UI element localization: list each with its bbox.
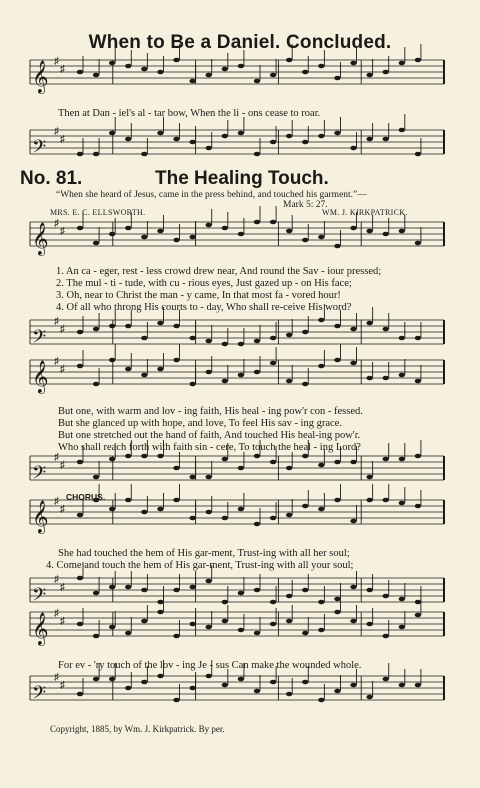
verse-line: But one stretched out the hand of faith, And touched His heal-ing pow'r. <box>58 430 361 441</box>
note-head <box>254 339 260 344</box>
note-head <box>254 522 260 527</box>
note-head <box>109 507 115 512</box>
note-head <box>286 692 292 697</box>
note-head <box>173 238 179 243</box>
sharp-icon: ♯ <box>60 616 65 627</box>
note-head <box>399 128 405 133</box>
note-head <box>238 342 244 347</box>
note-head <box>141 336 147 341</box>
note-head <box>399 336 405 341</box>
sharp-icon: ♯ <box>54 608 59 619</box>
note-head <box>77 460 83 465</box>
note-head <box>238 64 244 69</box>
note-head <box>157 70 163 75</box>
note-head <box>415 336 421 341</box>
sharp-icon: ♯ <box>54 316 59 327</box>
note-head <box>254 220 260 225</box>
note-head <box>125 631 131 636</box>
note-head <box>77 70 83 75</box>
sharp-icon: ♯ <box>54 672 59 683</box>
note-head <box>77 692 83 697</box>
note-head <box>206 146 212 151</box>
note-head <box>189 140 195 145</box>
note-head <box>222 683 228 688</box>
note-head <box>366 376 372 381</box>
bass-clef-icon: 𝄢 <box>32 327 47 352</box>
chorus-label: CHORUS. <box>66 492 106 502</box>
note-head <box>189 79 195 84</box>
verse-line: But one, with warm and lov - ing faith, His heal - ing pow'r con - fessed. <box>58 406 363 417</box>
note-head <box>302 70 308 75</box>
note-head <box>157 610 163 615</box>
note-head <box>206 510 212 515</box>
note-head <box>302 382 308 387</box>
note-head <box>222 457 228 462</box>
note-head <box>254 588 260 593</box>
note-head <box>141 67 147 72</box>
note-head <box>206 73 212 78</box>
epigraph: “When she heard of Jesus, came in the press behind, and touched his garment.”— <box>56 190 367 200</box>
note-head <box>350 327 356 332</box>
verse-line: 1. An ca - eger, rest - less crowd drew near, And round the Sav - iour pressed; <box>56 266 382 277</box>
note-head <box>286 134 292 139</box>
note-head <box>350 61 356 66</box>
note-head <box>383 677 389 682</box>
chorus-line: 4. Come and touch the hem of His gar-ment, Trust-ing with all your soul; <box>46 560 354 571</box>
note-head <box>109 131 115 136</box>
note-head <box>366 588 372 593</box>
note-head <box>383 327 389 332</box>
note-head <box>383 376 389 381</box>
note-head <box>350 460 356 465</box>
note-head <box>157 674 163 679</box>
note-head <box>93 634 99 639</box>
note-head <box>415 613 421 618</box>
note-head <box>238 232 244 237</box>
note-head <box>206 370 212 375</box>
note-head <box>350 146 356 151</box>
copyright-notice: Copyright, 1885, by Wm. J. Kirkpatrick. By per. <box>50 724 225 734</box>
bass-clef-icon: 𝄢 <box>32 683 47 708</box>
note-head <box>93 677 99 682</box>
note-head <box>415 241 421 246</box>
note-head <box>189 516 195 521</box>
note-head <box>302 631 308 636</box>
sharp-icon: ♯ <box>60 504 65 515</box>
note-head <box>125 137 131 142</box>
note-head <box>270 140 276 145</box>
note-head <box>93 152 99 157</box>
note-head <box>141 454 147 459</box>
note-head <box>109 358 115 363</box>
note-head <box>366 321 372 326</box>
note-head <box>270 516 276 521</box>
note-head <box>350 519 356 524</box>
note-head <box>286 513 292 518</box>
note-head <box>286 333 292 338</box>
note-head <box>189 336 195 341</box>
note-head <box>302 680 308 685</box>
note-head <box>270 600 276 605</box>
note-head <box>399 625 405 630</box>
note-head <box>302 454 308 459</box>
note-head <box>238 628 244 633</box>
note-head <box>302 140 308 145</box>
note-head <box>254 370 260 375</box>
note-head <box>415 454 421 459</box>
note-head <box>318 318 324 323</box>
note-head <box>189 382 195 387</box>
note-head <box>77 513 83 518</box>
note-head <box>383 70 389 75</box>
chorus-line: She had touched the hem of His gar-ment, Trust-ing with all her soul; <box>58 548 350 559</box>
note-head <box>318 364 324 369</box>
note-head <box>286 619 292 624</box>
note-head <box>334 498 340 503</box>
note-head <box>334 131 340 136</box>
note-head <box>157 507 163 512</box>
note-head <box>318 698 324 703</box>
song-title: The Healing Touch. <box>155 168 329 189</box>
verse-line: 2. The mul - ti - tude, with cu - rious eyes, Just gazed up - on His face; <box>56 278 352 289</box>
note-head <box>318 235 324 240</box>
note-head <box>77 622 83 627</box>
note-head <box>254 454 260 459</box>
sharp-icon: ♯ <box>54 496 59 507</box>
sharp-icon: ♯ <box>60 324 65 335</box>
note-head <box>206 579 212 584</box>
note-head <box>77 576 83 581</box>
composer-credit: WM. J. KIRKPATRICK. <box>322 208 408 217</box>
note-head <box>77 226 83 231</box>
note-head <box>254 631 260 636</box>
sharp-icon: ♯ <box>60 134 65 145</box>
note-head <box>366 73 372 78</box>
note-head <box>286 466 292 471</box>
note-head <box>350 226 356 231</box>
note-head <box>157 454 163 459</box>
note-head <box>173 698 179 703</box>
note-head <box>383 232 389 237</box>
note-head <box>125 64 131 69</box>
note-head <box>173 58 179 63</box>
note-head <box>189 585 195 590</box>
note-head <box>173 358 179 363</box>
note-head <box>334 597 340 602</box>
note-head <box>157 600 163 605</box>
note-head <box>334 460 340 465</box>
note-head <box>383 498 389 503</box>
verse-line: 3. Oh, near to Christ the man - y came, In that most fa - vored hour! <box>56 290 341 301</box>
note-head <box>366 137 372 142</box>
note-head <box>350 619 356 624</box>
verse-line: 4. Of all who throng His courts to - day, Who shall re-ceive His word? <box>56 302 352 313</box>
note-head <box>366 498 372 503</box>
note-head <box>141 510 147 515</box>
bass-clef-icon: 𝄢 <box>32 585 47 610</box>
note-head <box>189 235 195 240</box>
note-head <box>383 594 389 599</box>
note-head <box>286 58 292 63</box>
note-head <box>189 686 195 691</box>
note-head <box>366 475 372 480</box>
note-head <box>93 475 99 480</box>
sharp-icon: ♯ <box>54 218 59 229</box>
note-head <box>157 229 163 234</box>
note-head <box>77 330 83 335</box>
note-head <box>222 134 228 139</box>
note-head <box>383 457 389 462</box>
sharp-icon: ♯ <box>54 574 59 585</box>
note-head <box>77 364 83 369</box>
note-head <box>222 226 228 231</box>
note-head <box>383 634 389 639</box>
treble-clef-icon: 𝄞 <box>32 612 49 645</box>
note-head <box>334 358 340 363</box>
note-head <box>334 244 340 249</box>
note-head <box>399 61 405 66</box>
note-head <box>238 591 244 596</box>
note-head <box>399 457 405 462</box>
note-head <box>366 622 372 627</box>
bass-clef-icon: 𝄢 <box>32 463 47 488</box>
note-head <box>399 373 405 378</box>
note-head <box>109 625 115 630</box>
note-head <box>141 152 147 157</box>
note-head <box>399 229 405 234</box>
note-head <box>415 504 421 509</box>
note-head <box>157 367 163 372</box>
note-head <box>157 131 163 136</box>
bass-clef-icon: 𝄢 <box>32 137 47 162</box>
note-head <box>302 504 308 509</box>
sharp-icon: ♯ <box>60 460 65 471</box>
note-head <box>415 152 421 157</box>
note-head <box>109 677 115 682</box>
note-head <box>238 131 244 136</box>
previous-song-title: When to Be a Daniel. Concluded. <box>88 32 392 53</box>
note-head <box>206 223 212 228</box>
note-head <box>157 321 163 326</box>
sharp-icon: ♯ <box>60 64 65 75</box>
treble-clef-icon: 𝄞 <box>32 60 49 93</box>
note-head <box>173 498 179 503</box>
sharp-icon: ♯ <box>54 56 59 67</box>
previous-song-lyric: Then at Dan - iel's al - tar bow, When the li - ons cease to roar. <box>58 108 321 119</box>
note-head <box>383 137 389 142</box>
sharp-icon: ♯ <box>60 582 65 593</box>
treble-clef-icon: 𝄞 <box>32 500 49 533</box>
note-head <box>302 238 308 243</box>
note-head <box>222 600 228 605</box>
note-head <box>77 152 83 157</box>
note-head <box>302 330 308 335</box>
note-head <box>318 64 324 69</box>
note-head <box>270 622 276 627</box>
note-head <box>415 379 421 384</box>
note-head <box>109 232 115 237</box>
note-head <box>141 588 147 593</box>
note-head <box>141 235 147 240</box>
note-head <box>222 342 228 347</box>
note-head <box>93 73 99 78</box>
note-head <box>206 674 212 679</box>
song-number: No. 81. <box>20 168 83 189</box>
note-head <box>334 689 340 694</box>
note-head <box>254 152 260 157</box>
note-head <box>238 677 244 682</box>
note-head <box>415 58 421 63</box>
note-head <box>93 241 99 246</box>
note-head <box>222 379 228 384</box>
note-head <box>334 324 340 329</box>
note-head <box>189 475 195 480</box>
note-head <box>125 367 131 372</box>
note-head <box>350 585 356 590</box>
note-head <box>366 229 372 234</box>
note-head <box>302 588 308 593</box>
epigraph-reference: Mark 5: 27. <box>283 200 328 210</box>
note-head <box>173 137 179 142</box>
note-head <box>270 73 276 78</box>
note-head <box>125 686 131 691</box>
note-head <box>270 220 276 225</box>
note-head <box>125 226 131 231</box>
note-head <box>399 683 405 688</box>
note-head <box>206 339 212 344</box>
note-head <box>238 507 244 512</box>
treble-clef-icon: 𝄞 <box>32 222 49 255</box>
note-head <box>109 324 115 329</box>
note-head <box>189 622 195 627</box>
sharp-icon: ♯ <box>60 364 65 375</box>
sharp-icon: ♯ <box>54 126 59 137</box>
note-head <box>173 588 179 593</box>
verse-line: But she glanced up with hope, and love, To feel His sav - ing grace. <box>58 418 342 429</box>
verse-line: Who shall reach forth with faith sin - cere, To touch the heal - ing Lord? <box>58 442 361 453</box>
note-head <box>222 619 228 624</box>
note-head <box>270 361 276 366</box>
note-head <box>109 457 115 462</box>
note-head <box>125 324 131 329</box>
note-head <box>222 67 228 72</box>
note-head <box>173 634 179 639</box>
note-head <box>366 695 372 700</box>
note-head <box>318 628 324 633</box>
note-head <box>350 683 356 688</box>
note-head <box>173 324 179 329</box>
note-head <box>350 361 356 366</box>
note-head <box>93 327 99 332</box>
note-head <box>254 79 260 84</box>
note-head <box>238 373 244 378</box>
note-head <box>125 585 131 590</box>
note-head <box>173 466 179 471</box>
treble-clef-icon: 𝄞 <box>32 360 49 393</box>
lyricist-credit: MRS. E. C. ELLSWORTH. <box>50 208 146 217</box>
note-head <box>109 61 115 66</box>
note-head <box>270 680 276 685</box>
note-head <box>286 594 292 599</box>
note-head <box>415 683 421 688</box>
sharp-icon: ♯ <box>54 452 59 463</box>
note-head <box>125 498 131 503</box>
sharp-icon: ♯ <box>60 226 65 237</box>
note-head <box>318 507 324 512</box>
note-head <box>286 229 292 234</box>
note-head <box>141 619 147 624</box>
note-head <box>238 466 244 471</box>
note-head <box>206 625 212 630</box>
sharp-icon: ♯ <box>60 680 65 691</box>
note-head <box>125 454 131 459</box>
final-lyric-line: For ev - 'ry touch of the lov - ing Je - sus Can make the wounded whole. <box>58 660 362 671</box>
note-head <box>334 76 340 81</box>
note-head <box>334 610 340 615</box>
note-head <box>93 591 99 596</box>
note-head <box>399 501 405 506</box>
sharp-icon: ♯ <box>54 356 59 367</box>
note-head <box>318 463 324 468</box>
note-head <box>270 460 276 465</box>
note-head <box>270 336 276 341</box>
note-head <box>254 689 260 694</box>
note-head <box>318 134 324 139</box>
note-head <box>399 597 405 602</box>
note-head <box>141 680 147 685</box>
note-head <box>109 585 115 590</box>
note-head <box>222 516 228 521</box>
note-head <box>318 600 324 605</box>
note-head <box>206 475 212 480</box>
note-head <box>286 379 292 384</box>
note-head <box>415 600 421 605</box>
note-head <box>93 382 99 387</box>
note-head <box>141 373 147 378</box>
